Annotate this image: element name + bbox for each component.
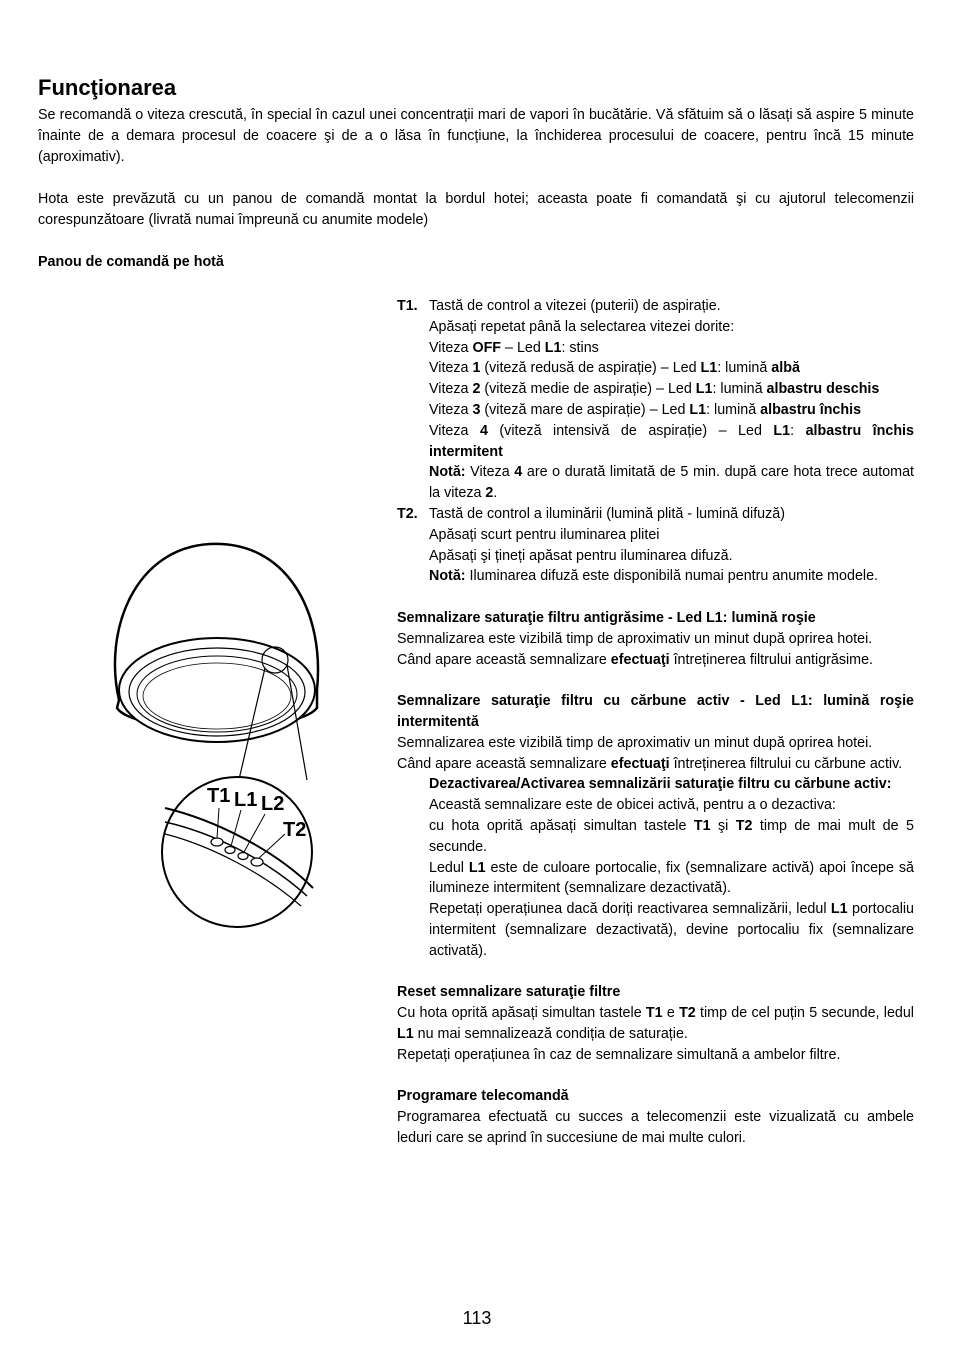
t2-item bbox=[397, 504, 914, 587]
t2-long-press: Apăsați şi țineți apăsat pentru iluminarea difuză. bbox=[429, 547, 733, 564]
speed-4: Viteza 4 (viteză intensivă de aspirație) – Led L1: albastru închis intermitent bbox=[429, 422, 914, 460]
speed-off: Viteza OFF – Led L1: stins bbox=[429, 339, 599, 356]
t2-short-press: Apăsați scurt pentru iluminarea plitei bbox=[429, 526, 660, 543]
label-l1: L1 bbox=[234, 789, 258, 811]
intro-paragraph: Se recomandă o viteza crescută, în special în cazul unei concentrații mari de vapori în bucătărie. Vă sfătuim să o lăsați să aspire 5 minute înainte de a demara procesul de coacere şi de a o lăsa în funcțiune, la închiderea procesului de coacere, pentru încă 15 minute (aproximativ). bbox=[38, 107, 914, 165]
carbon-toggle-heading: Dezactivarea/Activarea semnalizării saturaţie filtru cu cărbune activ: bbox=[429, 776, 892, 793]
t1-instruction: Apăsați repetat până la selectarea vitezei dorite: bbox=[429, 318, 735, 335]
speed-3: Viteza 3 (viteză mare de aspirație) – Led L1: lumină albastru închis bbox=[429, 401, 862, 418]
page-title: Funcţionarea bbox=[38, 75, 177, 100]
reset-line1: Cu hota oprită apăsați simultan tastele T1 e T2 timp de cel puțin 5 secunde, ledul L1 nu mai semnalizează condiția de saturație. bbox=[397, 1005, 914, 1042]
carbon-toggle-line1: Această semnalizare este de obicei activă, pentru a o dezactiva: bbox=[429, 797, 836, 814]
t2-note: Notă: Iluminarea difuză este disponibilă numai pentru anumite modele. bbox=[429, 568, 878, 585]
page-number: 113 bbox=[462, 1308, 492, 1328]
t1-description: Tastă de control a vitezei (puterii) de aspirație. bbox=[429, 298, 721, 314]
t1-label: T1. bbox=[397, 298, 418, 314]
grease-filter-heading: Semnalizare saturaţie filtru antigrăsime - Led L1: lumină roşie bbox=[397, 609, 816, 626]
grease-filter-line1: Semnalizarea este vizibilă timp de aproximativ un minut după oprirea hotei. bbox=[397, 630, 873, 647]
carbon-filter-heading: Semnalizare saturaţie filtru cu cărbune activ - Led L1: lumină roşie intermitentă bbox=[397, 693, 914, 730]
remote-line1: Programarea efectuată cu succes a telecomenzii este vizualizată cu ambele leduri care se aprind în succesiune de mai multe culori. bbox=[397, 1109, 914, 1146]
led-l1-shape bbox=[225, 847, 235, 854]
button-t1-shape bbox=[211, 838, 223, 846]
carbon-toggle-line2: cu hota oprită apăsați simultan tastele T1 şi T2 timp de mai mult de 5 secunde. bbox=[429, 817, 914, 855]
label-l2: L2 bbox=[261, 793, 285, 815]
button-t2-shape bbox=[251, 858, 263, 866]
reset-heading: Reset semnalizare saturaţie filtre bbox=[397, 984, 621, 1001]
t1-note: Notă: Viteza 4 are o durată limitată de 5 min. după care hota trece automat la viteza 2. bbox=[429, 464, 915, 502]
label-t2: T2 bbox=[283, 819, 307, 841]
t2-description: Tastă de control a iluminării (lumină plită - lumină difuză) bbox=[429, 505, 785, 522]
t1-item bbox=[397, 296, 914, 504]
t2-label: T2. bbox=[397, 505, 418, 522]
led-l2-shape bbox=[238, 853, 248, 860]
speed-2: Viteza 2 (viteză medie de aspirație) – Led L1: lumină albastru deschis bbox=[429, 381, 880, 398]
hood-control-panel-illustration bbox=[95, 540, 335, 935]
carbon-filter-line1: Semnalizarea este vizibilă timp de aproximativ un minut după oprirea hotei. bbox=[397, 734, 873, 751]
remote-heading: Programare telecomandă bbox=[397, 1088, 569, 1105]
intro-paragraph-remote: Hota este prevăzută cu un panou de comandă montat la bordul hotei; aceasta poate fi comandată şi cu ajutorul telecomenzii corespunzătoare (livrată numai împreună cu anumite modele) bbox=[38, 191, 914, 228]
label-t1: T1 bbox=[207, 785, 231, 807]
carbon-toggle-line4: Repetați operațiunea dacă doriți reactivarea semnalizării, ledul L1 portocaliu intermitent (semnalizare dezactivată), devine portocaliu fix (semnalizare activată). bbox=[429, 901, 914, 959]
reset-line2: Repetați operațiunea în caz de semnalizare simultană a ambelor filtre. bbox=[397, 1046, 841, 1063]
carbon-filter-line2: Când apare această semnalizare efectuaţi întreținerea filtrului cu cărbune activ. bbox=[397, 755, 903, 772]
hood-rim-outer bbox=[119, 638, 315, 742]
grease-filter-line2: Când apare această semnalizare efectuaţi întreținerea filtrului antigrăsime. bbox=[397, 651, 874, 668]
instructions-column bbox=[397, 296, 914, 1149]
panel-heading: Panou de comandă pe hotă bbox=[38, 254, 224, 270]
speed-1: Viteza 1 (viteză redusă de aspirație) – Led L1: lumină albă bbox=[429, 360, 800, 377]
carbon-toggle-line3: Ledul L1 este de culoare portocalie, fix (semnalizare activă) apoi începe să ilumineze intermitent (semnalizare dezactivată). bbox=[429, 859, 914, 897]
